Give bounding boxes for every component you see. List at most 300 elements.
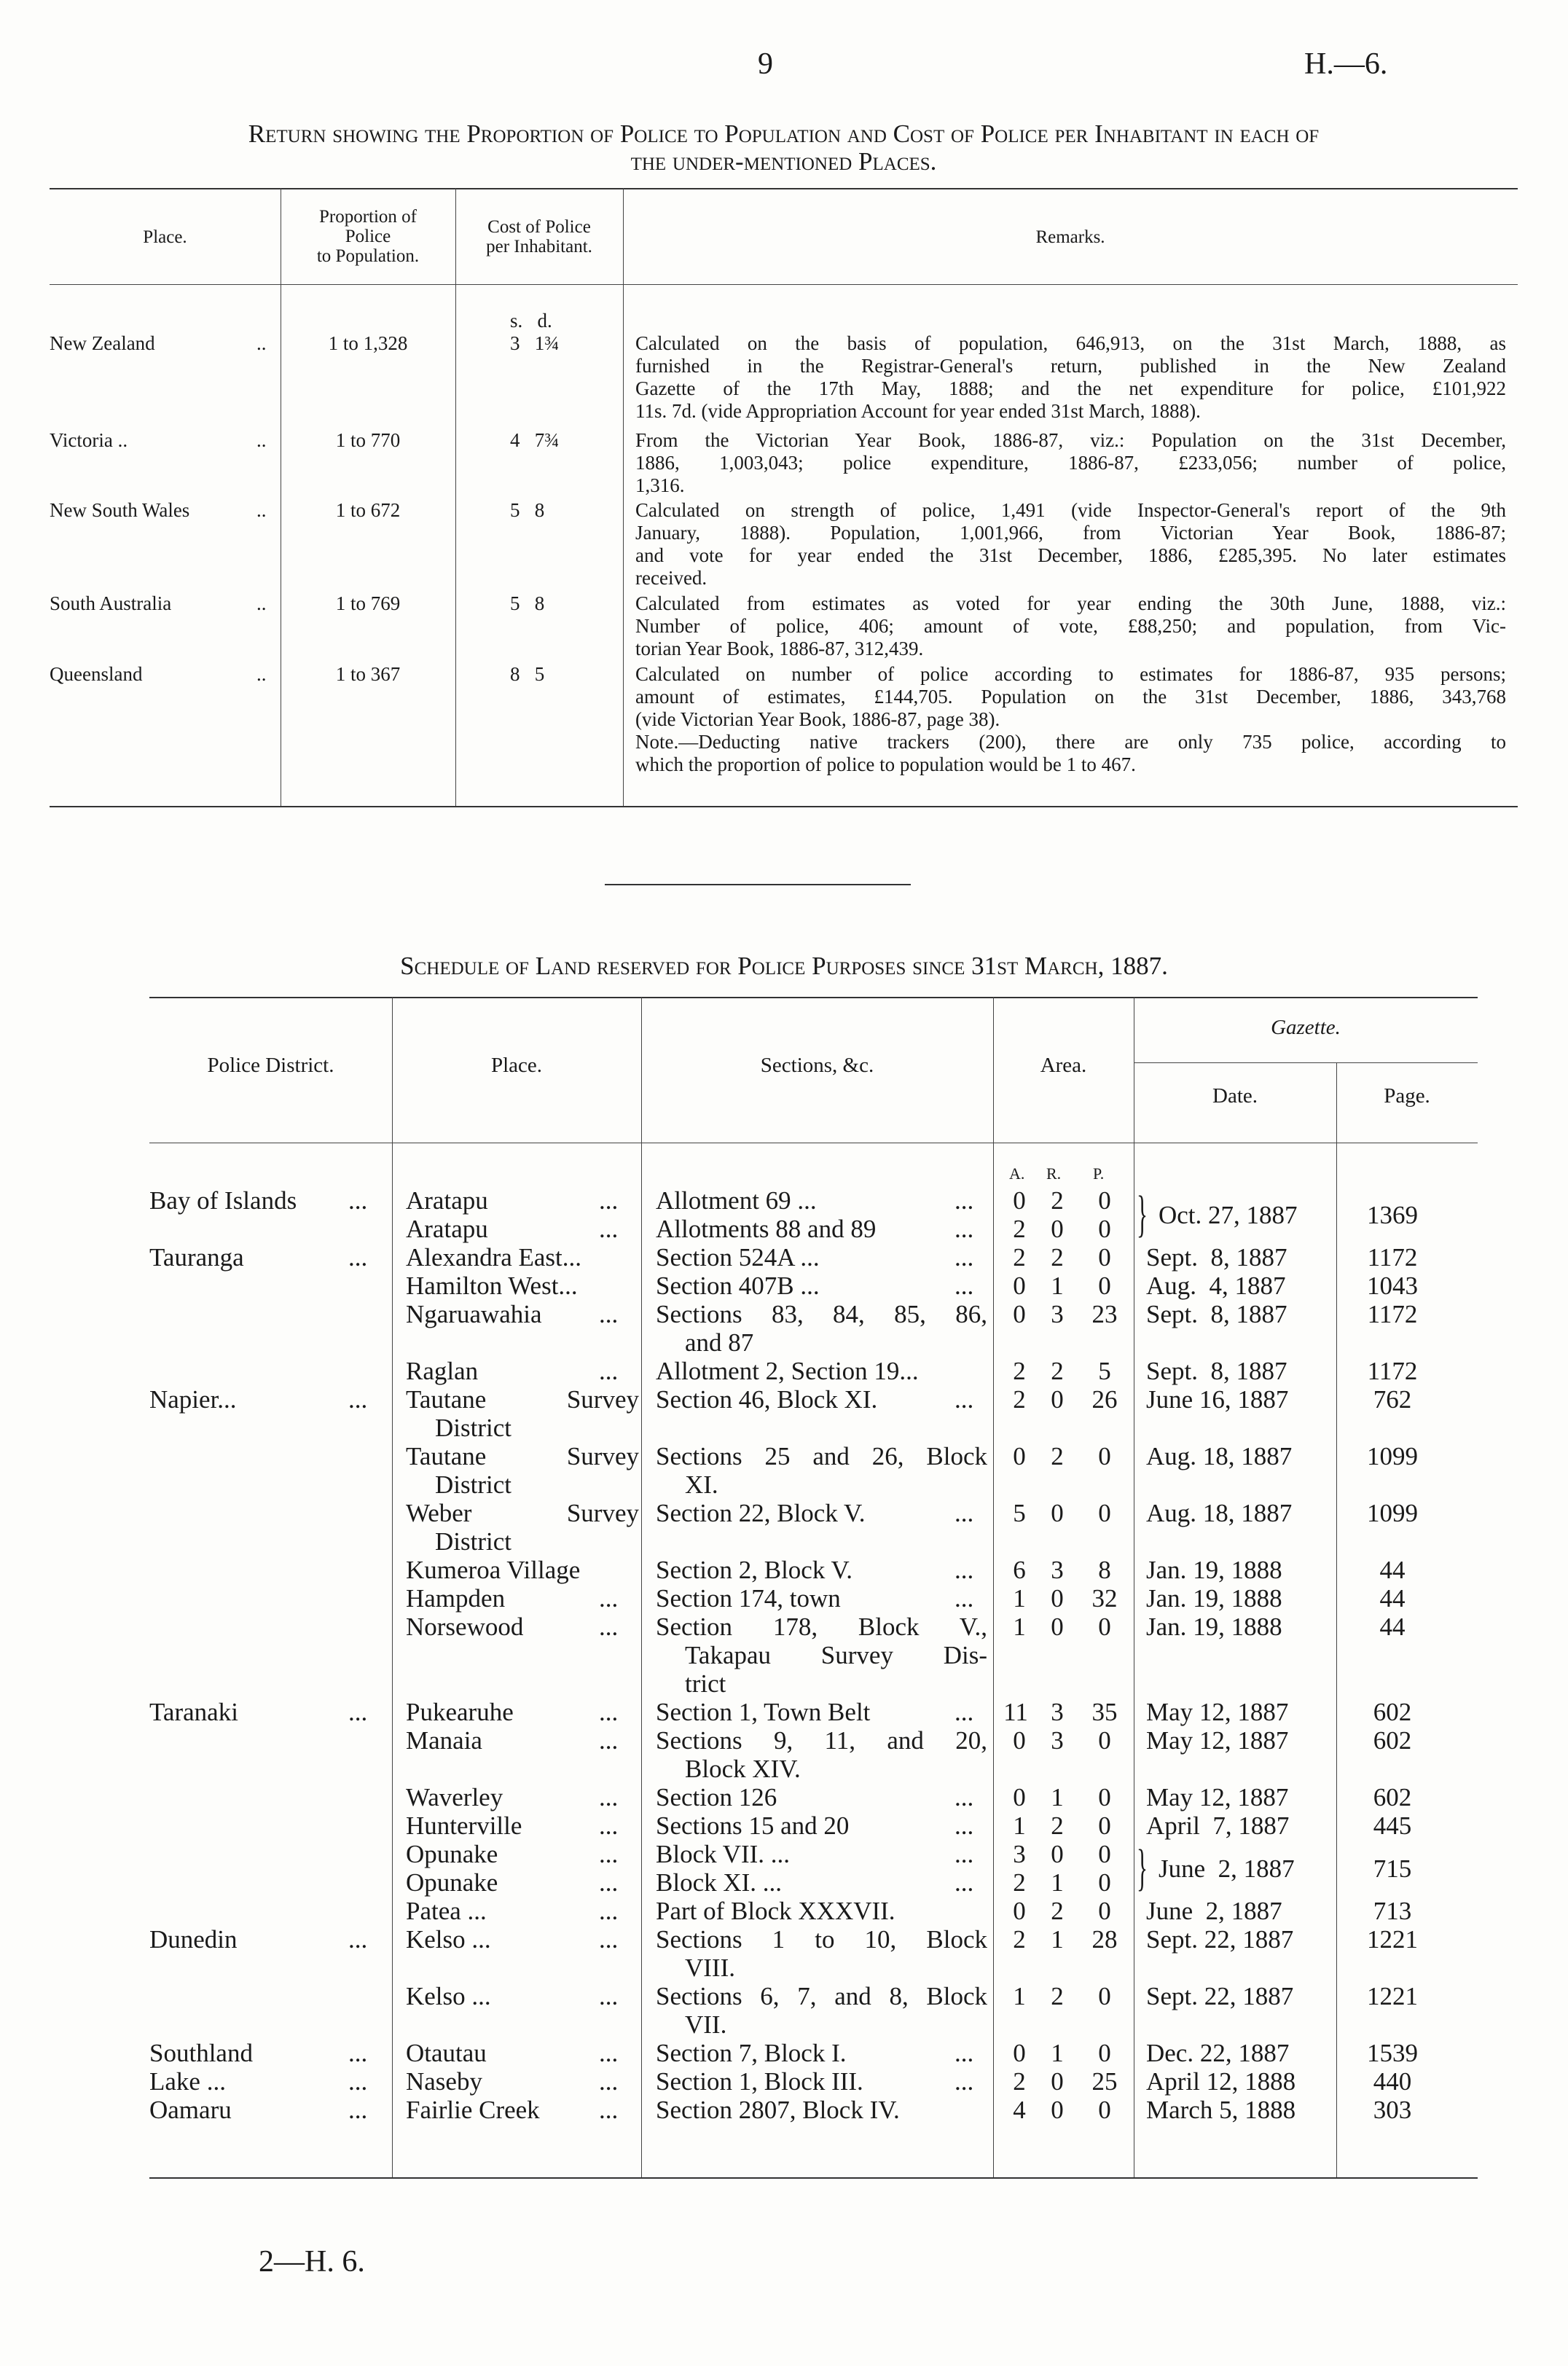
row-section: Allotment 69 ... (656, 1186, 817, 1215)
row-perches: 8 (1098, 1556, 1111, 1584)
row-cost: 8 5 (510, 663, 545, 685)
schedule-col-divider-3 (993, 997, 994, 2177)
row-place (406, 1442, 639, 1499)
row-section-line: Sections 6, 7, and 8, Block (656, 1982, 987, 2010)
row-place-line: District (435, 1527, 511, 1556)
row-place-dots: ... (599, 1698, 619, 1726)
row-acres: 4 (1013, 2096, 1026, 2124)
row-page: 1043 (1367, 1272, 1418, 1300)
row-place-dots: ... (599, 1783, 619, 1811)
row-section-line: Sections 9, 11, and 20, (656, 1726, 987, 1755)
row-roods: 2 (1051, 1243, 1064, 1272)
row-section-dots: ... (954, 1840, 974, 1868)
row-proportion: 1 to 769 (335, 592, 401, 614)
row-date: Sept. 8, 1887 (1146, 1300, 1287, 1328)
row-roods: 2 (1051, 1186, 1064, 1215)
row-place: Norsewood (406, 1613, 524, 1641)
district-dots: ... (348, 1698, 368, 1726)
row-page: 1221 (1367, 1925, 1418, 1954)
row-acres: 0 (1013, 1726, 1026, 1755)
row-place: Kelso ... (406, 1925, 491, 1954)
row-page: 1172 (1367, 1357, 1418, 1385)
col-header-district: Police District. (207, 1054, 334, 1077)
row-acres: 2 (1013, 1385, 1026, 1414)
row-cost: 4 7¾ (510, 429, 560, 451)
col-header-page: Page. (1384, 1084, 1430, 1108)
district-oamaru: Oamaru (149, 2096, 232, 2124)
row-perches: 35 (1091, 1698, 1118, 1726)
remarks-line: From the Victorian Year Book, 1886-87, viz.: Population on the 31st December, (635, 429, 1506, 451)
row-roods: 0 (1051, 1499, 1064, 1527)
row-section-dots: ... (954, 1186, 974, 1215)
remarks-line: Note.—Deducting native trackers (200), there are only 735 police, according to (635, 731, 1506, 753)
row-roods: 0 (1051, 2067, 1064, 2096)
row-dots: .. (256, 663, 267, 685)
row-place: Patea ... (406, 1897, 487, 1925)
row-place-dots: ... (599, 2039, 619, 2067)
row-perches: 28 (1091, 1925, 1118, 1954)
row-section: Part of Block XXXVII. (656, 1897, 895, 1925)
remarks-line: and vote for year ended the 31st December, 1886, £285,395. No later estimates (635, 544, 1506, 566)
row-place-line: Tautane Survey (406, 1385, 639, 1414)
row-place: Manaia (406, 1726, 482, 1755)
row-section-dots: ... (954, 1215, 974, 1243)
row-acres: 0 (1013, 1897, 1026, 1925)
row-place (406, 1499, 639, 1556)
row-dots: .. (256, 429, 267, 451)
row-acres: 0 (1013, 1186, 1026, 1215)
row-roods: 0 (1051, 1840, 1064, 1868)
row-acres: 3 (1013, 1840, 1026, 1868)
row-place: Hamilton West... (406, 1272, 578, 1300)
row-section-dots: ... (954, 1272, 974, 1300)
row-roods: 3 (1051, 1556, 1064, 1584)
row-place: Victoria .. (50, 429, 128, 451)
row-section-line: and 87 (685, 1328, 754, 1357)
col-header-cost-l1: Cost of Police (487, 217, 591, 237)
row-section: Section 524A ... (656, 1243, 820, 1272)
cost-units: s. d. (510, 310, 552, 332)
row-section: Section 46, Block XI. (656, 1385, 878, 1414)
row-date: May 12, 1887 (1146, 1698, 1289, 1726)
district-lake: Lake ... (149, 2067, 226, 2096)
remarks-line: 1,316. (635, 474, 685, 496)
row-section: Sections 15 and 20 (656, 1811, 850, 1840)
return-bottom-rule (50, 806, 1518, 807)
return-header-rule (50, 284, 1518, 285)
row-place (406, 1385, 639, 1442)
remarks-line: which the proportion of police to population would be 1 to 467. (635, 753, 1136, 775)
row-roods: 1 (1051, 1272, 1064, 1300)
row-place-dots: ... (599, 2067, 619, 2096)
row-page: 602 (1373, 1698, 1412, 1726)
row-date-grouped: June 2, 1887 (1159, 1854, 1295, 1883)
row-section: Section 7, Block I. (656, 2039, 847, 2067)
row-perches: 23 (1091, 1300, 1118, 1328)
row-page: 713 (1373, 1897, 1412, 1925)
district-taranaki: Taranaki (149, 1698, 238, 1726)
area-unit-roods: R. (1046, 1164, 1062, 1183)
row-date: Sept. 22, 1887 (1146, 1925, 1294, 1954)
row-date: May 12, 1887 (1146, 1783, 1289, 1811)
row-page: 303 (1373, 2096, 1412, 2124)
schedule-col-divider-2 (641, 997, 642, 2177)
row-place: Ngaruawahia (406, 1300, 542, 1328)
row-place-dots: ... (599, 1982, 619, 2010)
row-roods: 0 (1051, 1215, 1064, 1243)
row-perches: 0 (1098, 1272, 1111, 1300)
row-proportion: 1 to 770 (335, 429, 401, 451)
row-perches: 32 (1091, 1584, 1118, 1613)
row-acres: 0 (1013, 1783, 1026, 1811)
row-acres: 5 (1013, 1499, 1026, 1527)
row-perches: 25 (1091, 2067, 1118, 2096)
col-header-cost (455, 217, 623, 256)
row-date: April 7, 1887 (1146, 1811, 1290, 1840)
row-place-dots: ... (599, 1584, 619, 1613)
row-perches: 0 (1098, 1215, 1111, 1243)
area-unit-perches: P. (1093, 1164, 1105, 1183)
col-header-place: Place. (490, 1054, 543, 1077)
district-dots: ... (348, 1186, 368, 1215)
row-roods: 3 (1051, 1726, 1064, 1755)
row-place-dots: ... (599, 1186, 619, 1215)
row-place: Pukearuhe (406, 1698, 514, 1726)
row-place-dots: ... (599, 1300, 619, 1328)
row-dots: .. (256, 592, 267, 614)
row-section-line: VII. (685, 2010, 727, 2039)
row-place-dots: ... (599, 1215, 619, 1243)
row-acres: 2 (1013, 1925, 1026, 1954)
row-section-line: trict (685, 1669, 726, 1698)
district-dots: ... (348, 2039, 368, 2067)
row-acres: 1 (1013, 1811, 1026, 1840)
remarks-line: received. (635, 567, 707, 589)
page-number: 9 (758, 47, 773, 81)
row-section: Section 174, town (656, 1584, 841, 1613)
row-section-line: Section 178, Block V., (656, 1613, 987, 1641)
row-place: New South Wales (50, 499, 190, 521)
row-roods: 1 (1051, 1783, 1064, 1811)
row-acres: 6 (1013, 1556, 1026, 1584)
row-proportion: 1 to 1,328 (328, 332, 408, 354)
row-page: 602 (1373, 1783, 1412, 1811)
row-roods: 1 (1051, 1868, 1064, 1897)
row-roods: 2 (1051, 1982, 1064, 2010)
row-remarks (635, 499, 1506, 589)
row-place-dots: ... (599, 2096, 619, 2124)
row-date: March 5, 1888 (1146, 2096, 1296, 2124)
row-place-dots: ... (599, 1840, 619, 1868)
row-remarks (635, 592, 1506, 660)
row-perches: 0 (1098, 2096, 1111, 2124)
district-dots: ... (348, 2096, 368, 2124)
district-dunedin: Dunedin (149, 1925, 238, 1954)
row-roods: 0 (1051, 1385, 1064, 1414)
row-page: 445 (1373, 1811, 1412, 1840)
row-page-grouped: 1369 (1367, 1201, 1418, 1229)
remarks-line: furnished in the Registrar-General's return, published in the New Zealand (635, 355, 1506, 377)
remarks-line: Gazette of the 17th May, 1888; and the net expenditure for police, £101,922 (635, 377, 1506, 399)
row-place-line: District (435, 1414, 511, 1442)
row-proportion: 1 to 672 (335, 499, 401, 521)
row-date: Jan. 19, 1888 (1146, 1584, 1282, 1613)
row-perches: 0 (1098, 1186, 1111, 1215)
row-perches: 0 (1098, 1613, 1111, 1641)
remarks-line: Calculated on the basis of population, 646,913, on the 31st March, 1888, as (635, 332, 1506, 354)
row-page: 1539 (1367, 2039, 1418, 2067)
row-section (656, 1613, 987, 1698)
row-acres: 1 (1013, 1982, 1026, 2010)
row-acres: 0 (1013, 1442, 1026, 1470)
footer-signature: 2—H. 6. (259, 2245, 365, 2279)
row-section: Allotment 2, Section 19... (656, 1357, 919, 1385)
row-section: Section 2807, Block IV. (656, 2096, 900, 2124)
row-roods: 2 (1051, 1811, 1064, 1840)
row-section: Section 2, Block V. (656, 1556, 852, 1584)
row-place: Queensland (50, 663, 143, 685)
schedule-bottom-rule (149, 2177, 1478, 2179)
row-place-line: Weber Survey (406, 1499, 639, 1527)
remarks-line: Calculated on number of police according to estimates for 1886-87, 935 persons; (635, 663, 1506, 685)
row-section (656, 1442, 987, 1499)
remarks-line: January, 1888). Population, 1,001,966, from Victorian Year Book, 1886-87; (635, 522, 1506, 544)
schedule-title: Schedule of Land reserved for Police Purposes since 31st March, 1887. (400, 952, 1168, 980)
row-section-line: Takapau Survey Dis- (685, 1641, 987, 1669)
row-roods: 0 (1051, 1584, 1064, 1613)
row-date: Sept. 8, 1887 (1146, 1243, 1287, 1272)
remarks-line: 1886, 1,003,043; police expenditure, 1886-87, £233,056; number of police, (635, 452, 1506, 474)
row-section-line: Sections 83, 84, 85, 86, (656, 1300, 987, 1328)
row-perches: 0 (1098, 1840, 1111, 1868)
schedule-col-divider-5 (1336, 1062, 1337, 2177)
row-place: Aratapu (406, 1186, 488, 1215)
remarks-line: Calculated from estimates as voted for year ending the 30th June, 1888, viz.: (635, 592, 1506, 614)
row-place: Waverley (406, 1783, 503, 1811)
row-date: Jan. 19, 1888 (1146, 1556, 1282, 1584)
district-dots: ... (348, 1385, 368, 1414)
row-date: Jan. 19, 1888 (1146, 1613, 1282, 1641)
row-section-line: Block XIV. (685, 1755, 801, 1783)
row-section-dots: ... (954, 1811, 974, 1840)
row-section-line: Sections 25 and 26, Block (656, 1442, 987, 1470)
row-section: Section 22, Block V. (656, 1499, 866, 1527)
row-date-grouped: Oct. 27, 1887 (1159, 1201, 1298, 1229)
row-place: Fairlie Creek (406, 2096, 540, 2124)
district-dots: ... (348, 1925, 368, 1954)
schedule-col-divider-1 (392, 997, 393, 2177)
district-napier: Napier... (149, 1385, 237, 1414)
row-place: Opunake (406, 1840, 498, 1868)
row-section (656, 1726, 987, 1783)
row-section-line: XI. (685, 1470, 718, 1499)
row-section: Block VII. ... (656, 1840, 791, 1868)
row-roods: 2 (1051, 1897, 1064, 1925)
row-section: Allotments 88 and 89 (656, 1215, 877, 1243)
row-section-dots: ... (954, 1556, 974, 1584)
row-place-line: Tautane Survey (406, 1442, 639, 1470)
row-dots: .. (256, 499, 267, 521)
row-date: May 12, 1887 (1146, 1726, 1289, 1755)
row-acres: 11 (1003, 1698, 1028, 1726)
brace-group-1: } (1137, 1186, 1148, 1242)
remarks-line: torian Year Book, 1886-87, 312,439. (635, 638, 924, 659)
district-bay-of-islands: Bay of Islands (149, 1186, 297, 1215)
row-acres: 1 (1013, 1584, 1026, 1613)
row-section-dots: ... (954, 1243, 974, 1272)
row-section: Section 407B ... (656, 1272, 820, 1300)
row-date: June 16, 1887 (1146, 1385, 1289, 1414)
row-place: Alexandra East... (406, 1243, 582, 1272)
remarks-line: (vide Victorian Year Book, 1886-87, page 38). (635, 708, 1000, 730)
row-cost: 3 1¾ (510, 332, 560, 354)
row-roods: 2 (1051, 1442, 1064, 1470)
row-perches: 0 (1098, 1783, 1111, 1811)
section-separator (605, 884, 911, 885)
row-section: Section 1, Town Belt (656, 1698, 871, 1726)
return-col-divider-3 (623, 188, 624, 806)
row-page-grouped: 715 (1373, 1854, 1412, 1883)
row-section-dots: ... (954, 1783, 974, 1811)
remarks-line: Calculated on strength of police, 1,491 (vide Inspector-General's report of the 9th (635, 499, 1506, 521)
row-section: Block XI. ... (656, 1868, 783, 1897)
col-header-sections: Sections, &c. (760, 1054, 874, 1077)
row-cost: 5 8 (510, 592, 545, 614)
row-place: New Zealand (50, 332, 155, 354)
remarks-line: amount of estimates, £144,705. Population on the 31st December, 1886, 343,768 (635, 686, 1506, 708)
row-section (656, 1925, 987, 1982)
district-tauranga: Tauranga (149, 1243, 244, 1272)
row-page: 44 (1379, 1556, 1406, 1584)
row-date: June 2, 1887 (1146, 1897, 1282, 1925)
row-section-dots: ... (954, 2039, 974, 2067)
row-page: 1099 (1367, 1499, 1418, 1527)
col-header-cost-l2: per Inhabitant. (486, 237, 592, 256)
row-page: 1172 (1367, 1300, 1418, 1328)
row-page: 602 (1373, 1726, 1412, 1755)
row-page: 762 (1373, 1385, 1412, 1414)
row-place: South Australia (50, 592, 172, 614)
row-date: Sept. 22, 1887 (1146, 1982, 1294, 2010)
row-perches: 0 (1098, 1442, 1111, 1470)
row-section-dots: ... (954, 1868, 974, 1897)
row-perches: 5 (1098, 1357, 1111, 1385)
row-date: Aug. 18, 1887 (1146, 1442, 1293, 1470)
row-page: 1099 (1367, 1442, 1418, 1470)
row-section-line: Sections 1 to 10, Block (656, 1925, 987, 1954)
row-place-dots: ... (599, 1357, 619, 1385)
row-date: Dec. 22, 1887 (1146, 2039, 1290, 2067)
remarks-line: Number of police, 406; amount of vote, £88,250; and population, from Vic- (635, 615, 1506, 637)
row-perches: 0 (1098, 1982, 1111, 2010)
row-acres: 0 (1013, 2039, 1026, 2067)
row-place: Opunake (406, 1868, 498, 1897)
row-perches: 0 (1098, 1897, 1111, 1925)
return-top-rule (50, 188, 1518, 189)
district-dots: ... (348, 1243, 368, 1272)
row-acres: 1 (1013, 1613, 1026, 1641)
row-perches: 0 (1098, 1868, 1111, 1897)
row-roods: 3 (1051, 1300, 1064, 1328)
row-section-dots: ... (954, 1385, 974, 1414)
col-header-gazette: Gazette. (1271, 1016, 1341, 1039)
row-dots: .. (256, 332, 267, 354)
row-place-line: District (435, 1470, 511, 1499)
row-remarks (635, 332, 1506, 423)
row-roods: 1 (1051, 1925, 1064, 1954)
row-remarks (635, 663, 1506, 776)
row-acres: 2 (1013, 1243, 1026, 1272)
row-roods: 1 (1051, 2039, 1064, 2067)
row-place: Kumeroa Village (406, 1556, 581, 1584)
row-page: 440 (1373, 2067, 1412, 2096)
row-place: Hampden (406, 1584, 506, 1613)
row-place-dots: ... (599, 1811, 619, 1840)
row-date: Aug. 4, 1887 (1146, 1272, 1286, 1300)
row-roods: 2 (1051, 1357, 1064, 1385)
row-place-dots: ... (599, 1897, 619, 1925)
district-southland: Southland (149, 2039, 253, 2067)
schedule-top-rule (149, 997, 1478, 998)
row-place-dots: ... (599, 1868, 619, 1897)
row-section (656, 1982, 987, 2039)
row-place-dots: ... (599, 1726, 619, 1755)
row-perches: 26 (1091, 1385, 1118, 1414)
row-perches: 0 (1098, 1499, 1111, 1527)
row-date: April 12, 1888 (1146, 2067, 1296, 2096)
col-header-place: Place. (143, 227, 187, 247)
col-header-proportion-l3: to Population. (316, 246, 420, 266)
row-roods: 0 (1051, 1613, 1064, 1641)
row-perches: 0 (1098, 1811, 1111, 1840)
col-header-remarks: Remarks. (1035, 227, 1105, 247)
row-page: 1221 (1367, 1982, 1418, 2010)
row-place-dots: ... (599, 1925, 619, 1954)
row-section: Section 1, Block III. (656, 2067, 863, 2096)
row-place: Aratapu (406, 1215, 488, 1243)
row-acres: 2 (1013, 1868, 1026, 1897)
row-acres: 0 (1013, 1300, 1026, 1328)
row-section (656, 1300, 987, 1357)
row-place-dots: ... (599, 1613, 619, 1641)
row-perches: 0 (1098, 1726, 1111, 1755)
row-proportion: 1 to 367 (335, 663, 401, 685)
row-roods: 3 (1051, 1698, 1064, 1726)
row-acres: 2 (1013, 1215, 1026, 1243)
row-date: Aug. 18, 1887 (1146, 1499, 1293, 1527)
row-remarks (635, 429, 1506, 497)
document-reference: H.—6. (1304, 47, 1388, 81)
row-perches: 0 (1098, 2039, 1111, 2067)
row-acres: 2 (1013, 1357, 1026, 1385)
return-title-line1: Return showing the Proportion of Police to Population and Cost of Police per Inhabitant in each of (248, 120, 1320, 148)
row-page: 44 (1379, 1584, 1406, 1613)
gazette-header-rule (1134, 1062, 1478, 1063)
remarks-line: 11s. 7d. (vide Appropriation Account for year ended 31st March, 1888). (635, 400, 1201, 422)
row-roods: 0 (1051, 2096, 1064, 2124)
col-header-proportion-l1: Proportion of (318, 207, 418, 227)
district-dots: ... (348, 2067, 368, 2096)
row-acres: 0 (1013, 1272, 1026, 1300)
brace-group-2: } (1137, 1840, 1148, 1896)
row-place: Otautau (406, 2039, 487, 2067)
return-title-line2: the under-mentioned Places. (630, 147, 937, 176)
col-header-date: Date. (1212, 1084, 1258, 1108)
row-date: Sept. 8, 1887 (1146, 1357, 1287, 1385)
col-header-area: Area. (1040, 1054, 1087, 1077)
row-section-dots: ... (954, 2067, 974, 2096)
row-cost: 5 8 (510, 499, 545, 521)
